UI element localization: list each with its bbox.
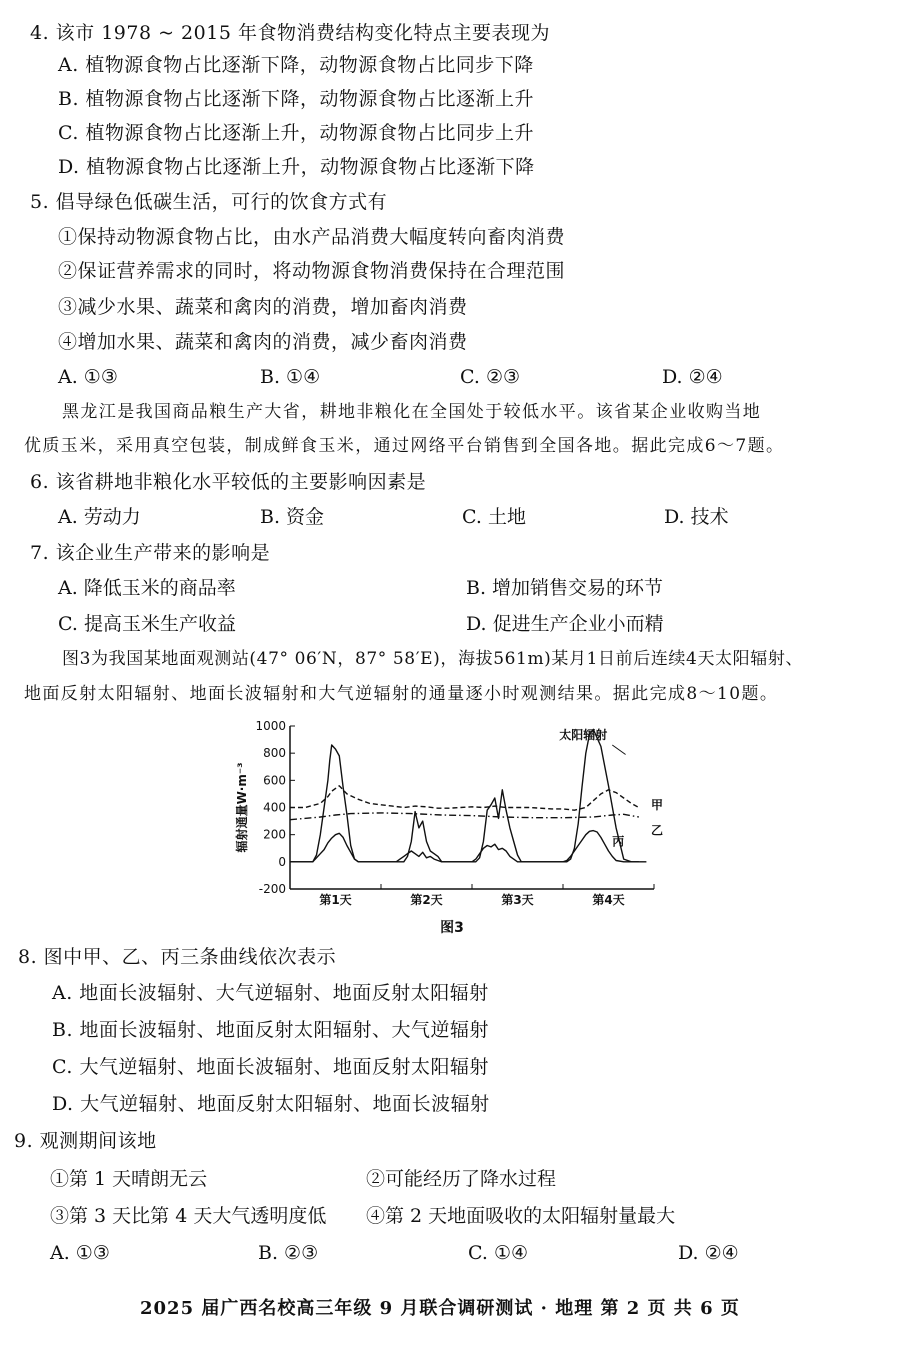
- q8-option-b[interactable]: B. 地面长波辐射、地面反射太阳辐射、大气逆辐射: [52, 1019, 490, 1041]
- y-tick-label: 600: [263, 773, 286, 788]
- q5-statement-4: ④增加水果、蔬菜和禽肉的消费，减少畜肉消费: [58, 331, 468, 353]
- q8-option-a[interactable]: A. 地面长波辐射、大气逆辐射、地面反射太阳辐射: [52, 982, 489, 1004]
- page-footer: 2025 届广西名校高三年级 9 月联合调研测试 · 地理 第 2 页 共 6 页: [140, 1298, 740, 1319]
- x-tick-label: 第4天: [592, 893, 625, 907]
- series-line-2: [290, 786, 639, 810]
- series-line-1: [290, 729, 646, 861]
- label-bing: 丙: [612, 834, 625, 849]
- q6-option-a[interactable]: A. 劳动力: [58, 506, 141, 528]
- q5-option-d[interactable]: D. ②④: [662, 366, 723, 388]
- q4-option-d[interactable]: D. 植物源食物占比逐渐上升，动物源食物占比逐渐下降: [58, 156, 535, 178]
- y-tick-label: -200: [258, 882, 286, 896]
- q6-stem: 6. 该省耕地非粮化水平较低的主要影响因素是: [30, 471, 427, 493]
- passage-6-7-line1: 黑龙江是我国商品粮生产大省，耕地非粮化在全国处于较低水平。该省某企业收购当地: [62, 402, 762, 422]
- q4-option-a[interactable]: A. 植物源食物占比逐渐下降，动物源食物占比同步下降: [58, 54, 534, 76]
- q9-option-b[interactable]: B. ②③: [258, 1242, 319, 1264]
- radiation-chart: [232, 714, 672, 940]
- q5-statement-2: ②保证营养需求的同时，将动物源食物消费保持在合理范围: [58, 260, 566, 282]
- q4-stem: 4. 该市 1978 ~ 2015 年食物消费结构变化特点主要表现为: [30, 22, 550, 44]
- q7-option-c[interactable]: C. 提高玉米生产收益: [58, 613, 236, 635]
- q5-option-a[interactable]: A. ①③: [58, 366, 118, 388]
- q4-option-b[interactable]: B. 植物源食物占比逐渐下降，动物源食物占比逐渐上升: [58, 88, 535, 110]
- q6-option-b[interactable]: B. 资金: [260, 506, 325, 528]
- q9-statement-2: ②可能经历了降水过程: [366, 1168, 557, 1190]
- passage-8-10-line1: 图3为我国某地面观测站(47° 06′N，87° 58′E)，海拔561m)某月1日前后连续4天太阳辐射、: [62, 649, 804, 669]
- q7-option-d[interactable]: D. 促进生产企业小而精: [466, 613, 664, 635]
- q8-option-c[interactable]: C. 大气逆辐射、地面长波辐射、地面反射太阳辐射: [52, 1056, 489, 1078]
- label-solar-radiation: 太阳辐射: [559, 727, 608, 742]
- y-tick-label: 0: [278, 854, 286, 869]
- q7-option-a[interactable]: A. 降低玉米的商品率: [58, 577, 236, 599]
- q5-stem: 5. 倡导绿色低碳生活，可行的饮食方式有: [30, 191, 388, 213]
- q9-statement-3: ③第 3 天比第 4 天大气透明度低: [50, 1205, 327, 1227]
- q4-option-c[interactable]: C. 植物源食物占比逐渐上升，动物源食物占比同步上升: [58, 122, 534, 144]
- q8-stem: 8. 图中甲、乙、丙三条曲线依次表示: [18, 946, 337, 968]
- q9-statement-4: ④第 2 天地面吸收的太阳辐射量最大: [366, 1205, 676, 1227]
- label-yi: 乙: [651, 823, 664, 838]
- y-axis-label: 辐射通量W·m⁻³: [235, 762, 249, 853]
- figure-caption: 图3: [440, 920, 464, 936]
- q5-statement-3: ③减少水果、蔬菜和禽肉的消费，增加畜肉消费: [58, 296, 468, 318]
- y-tick-label: 200: [263, 827, 286, 842]
- passage-6-7-line2: 优质玉米，采用真空包装，制成鲜食玉米，通过网络平台销售到全国各地。据此完成6～7题。: [24, 436, 785, 456]
- passage-8-10-line2: 地面反射太阳辐射、地面长波辐射和大气逆辐射的通量逐小时观测结果。据此完成8～10题。: [24, 684, 779, 704]
- x-tick-label: 第1天: [319, 893, 352, 907]
- y-tick-label: 800: [263, 746, 286, 761]
- q6-option-d[interactable]: D. 技术: [664, 506, 729, 528]
- q9-option-a[interactable]: A. ①③: [50, 1242, 110, 1264]
- q5-option-c[interactable]: C. ②③: [460, 366, 521, 388]
- q7-stem: 7. 该企业生产带来的影响是: [30, 542, 271, 564]
- q7-option-b[interactable]: B. 增加销售交易的环节: [466, 577, 664, 599]
- x-tick-label: 第3天: [501, 893, 534, 907]
- series-line-3: [290, 813, 639, 820]
- q5-option-b[interactable]: B. ①④: [260, 366, 321, 388]
- x-tick-label: 第2天: [410, 893, 443, 907]
- q9-option-d[interactable]: D. ②④: [678, 1242, 739, 1264]
- label-jia: 甲: [651, 797, 664, 812]
- q9-stem: 9. 观测期间该地: [14, 1130, 157, 1152]
- q9-statement-1: ①第 1 天晴朗无云: [50, 1168, 208, 1190]
- series-line-4: [290, 831, 639, 862]
- y-tick-label: 1000: [255, 719, 286, 733]
- q6-option-c[interactable]: C. 土地: [462, 506, 526, 528]
- label-solar-leader: [612, 745, 625, 755]
- q9-option-c[interactable]: C. ①④: [468, 1242, 529, 1264]
- q8-option-d[interactable]: D. 大气逆辐射、地面反射太阳辐射、地面长波辐射: [52, 1093, 490, 1115]
- y-tick-label: 400: [263, 800, 286, 815]
- q5-statement-1: ①保持动物源食物占比，由水产品消费大幅度转向畜肉消费: [58, 226, 566, 248]
